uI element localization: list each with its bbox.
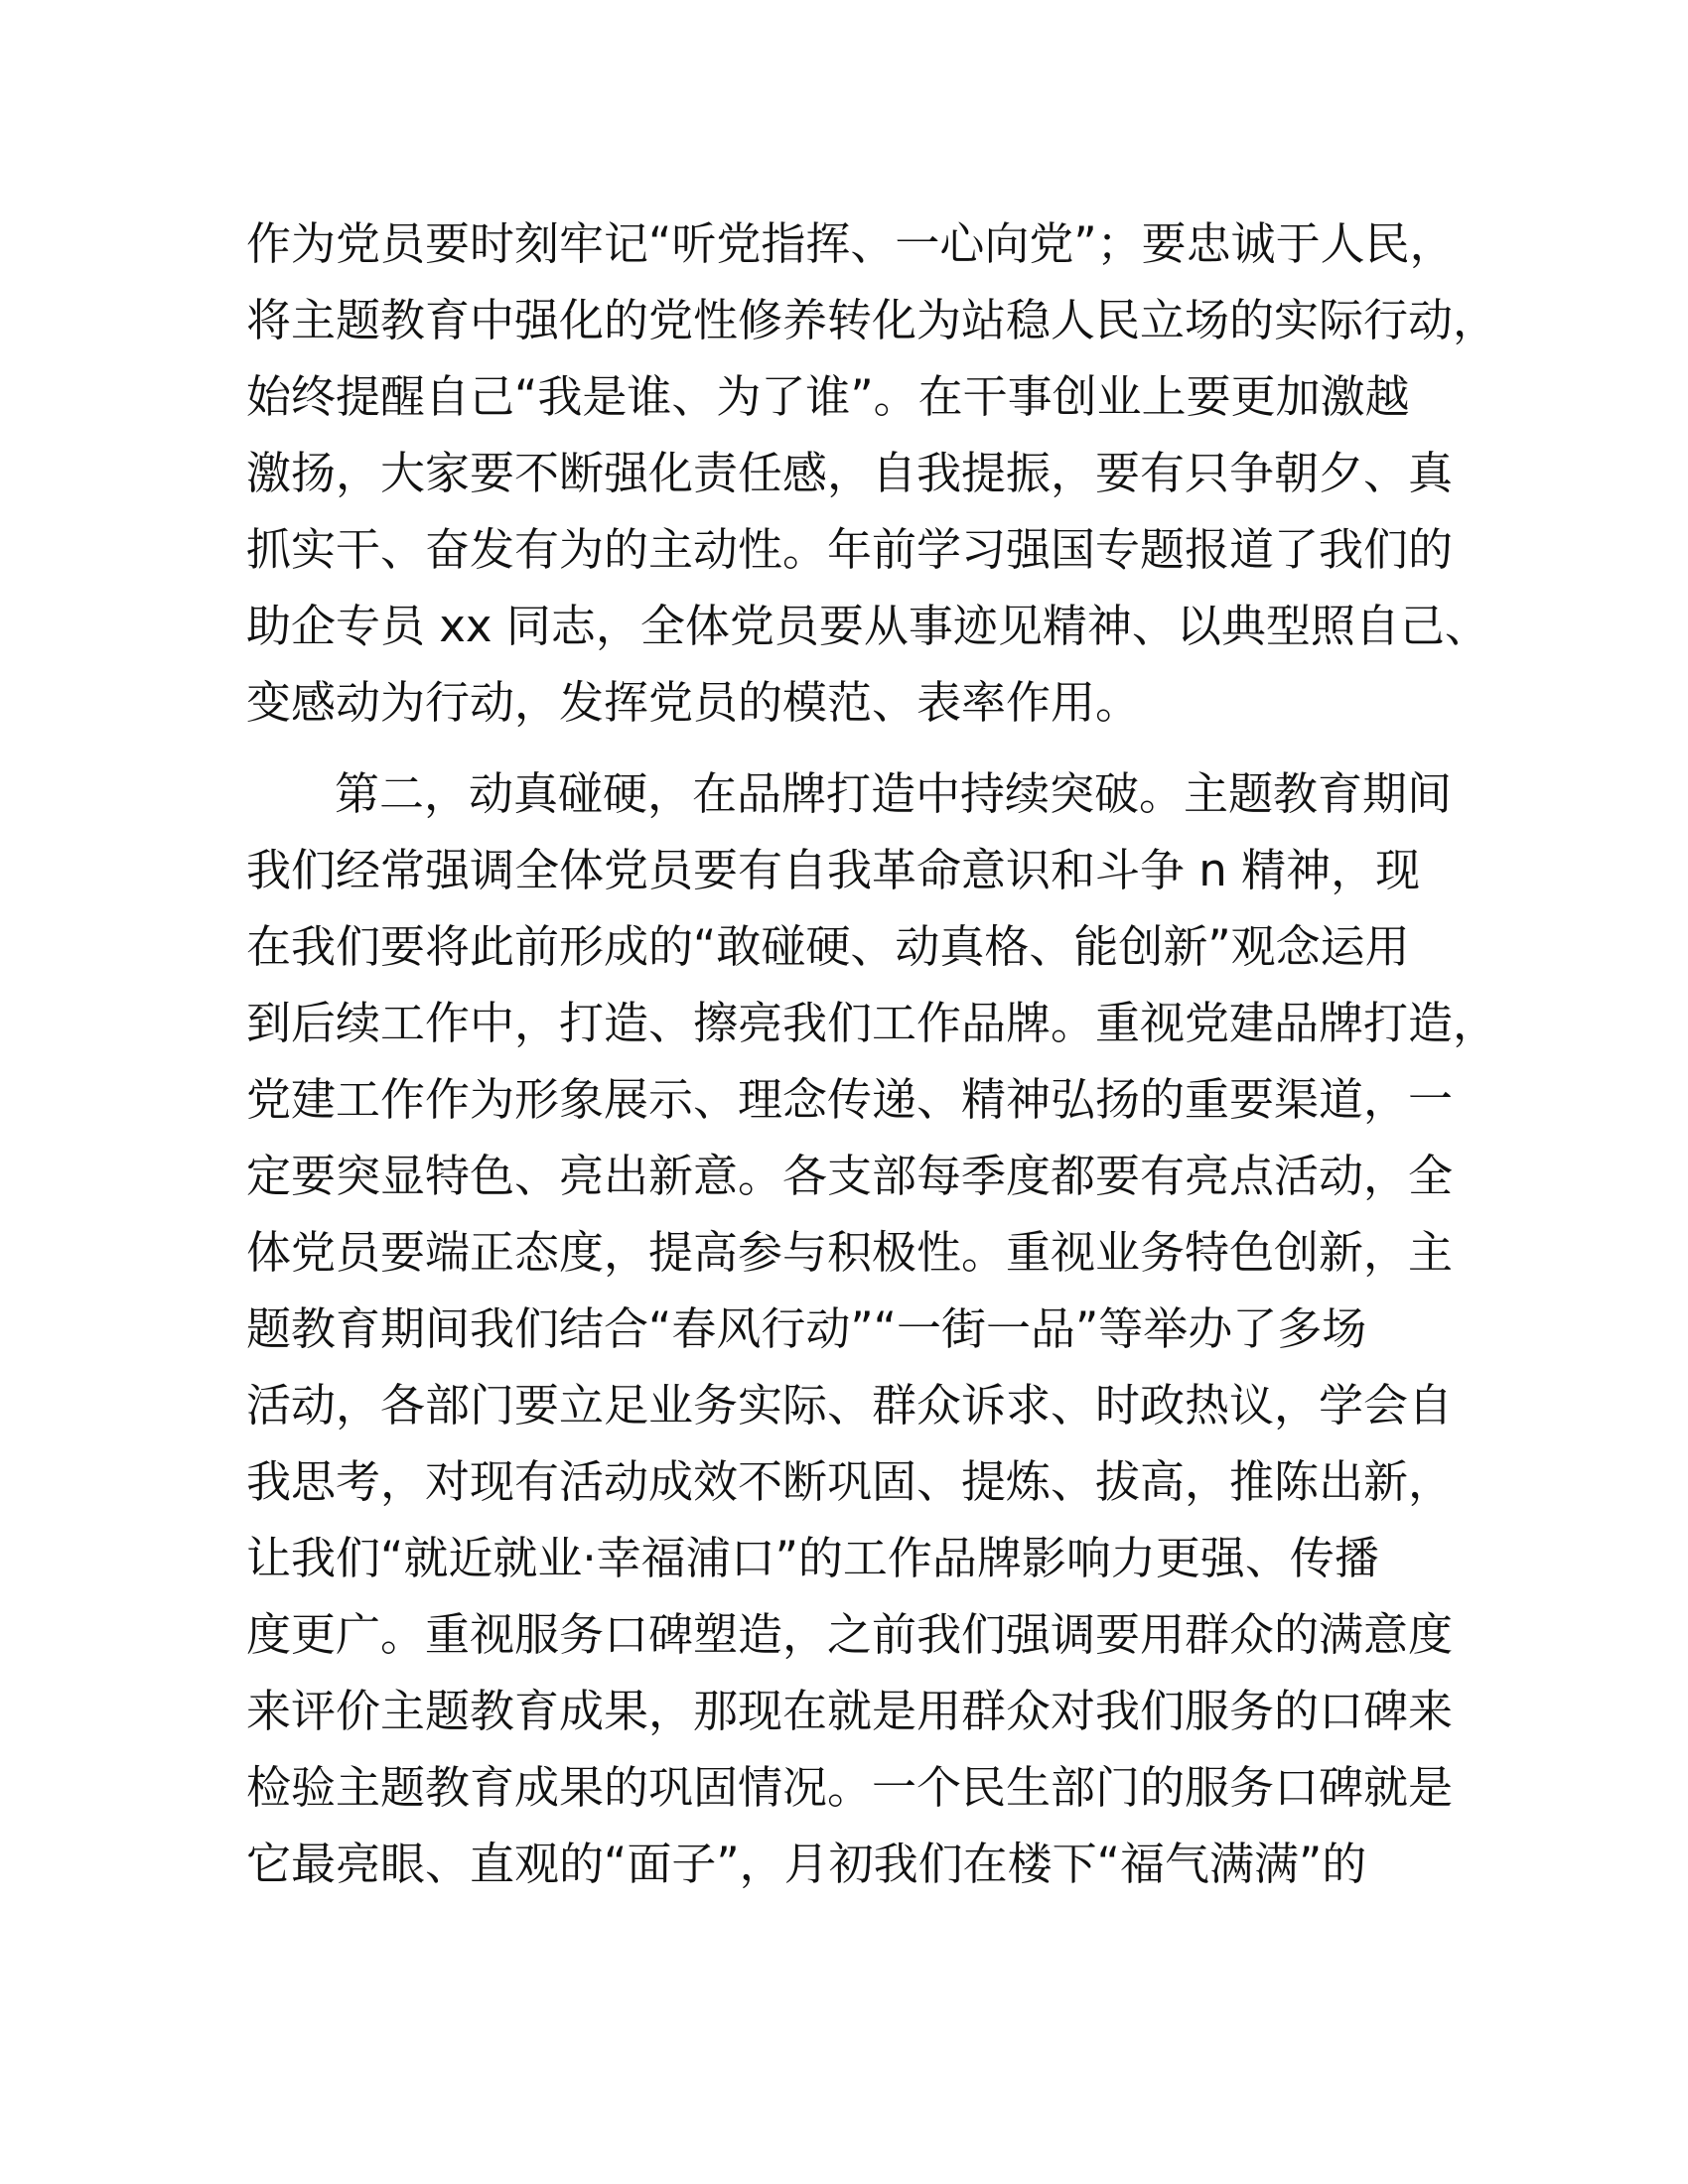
text-line-21: 检验主题教育成果的巩固情况。一个民生部门的服务口碑就是 bbox=[246, 1761, 1454, 1814]
text-line-14: 体党员要端正态度，提高参与积极性。重视业务特色创新，主 bbox=[246, 1226, 1454, 1279]
text-line-4: 激扬，大家要不断强化责任感，自我提振，要有只争朝夕、真 bbox=[246, 447, 1454, 499]
text-line-7: 变感动为行动，发挥党员的模范、表率作用。 bbox=[246, 676, 1141, 729]
text-line-10: 在我们要将此前形成的“敢碰硬、动真格、能创新”观念运用 bbox=[246, 920, 1410, 973]
text-line-1: 作为党员要时刻牢记“听党指挥、一心向党”；要忠诚于人民， bbox=[246, 217, 1455, 270]
text-line-18: 让我们“就近就业·幸福浦口”的工作品牌影响力更强、传播 bbox=[246, 1532, 1379, 1584]
text-line-15: 题教育期间我们结合“春风行动”“一街一品”等举办了多场 bbox=[246, 1302, 1367, 1355]
text-line-2: 将主题教育中强化的党性修养转化为站稳人民立场的实际行动， bbox=[246, 294, 1498, 346]
text-line-9: 我们经常强调全体党员要有自我革命意识和斗争 n 精神，现 bbox=[246, 844, 1421, 896]
text-line-16: 活动，各部门要立足业务实际、群众诉求、时政热议，学会自 bbox=[246, 1379, 1454, 1432]
text-line-5: 抓实干、奋发有为的主动性。年前学习强国专题报道了我们的 bbox=[246, 523, 1454, 576]
text-line-20: 来评价主题教育成果，那现在就是用群众对我们服务的口碑来 bbox=[246, 1685, 1454, 1737]
text-line-11: 到后续工作中，打造、擦亮我们工作品牌。重视党建品牌打造， bbox=[246, 997, 1498, 1049]
text-line-22: 它最亮眼、直观的“面子”，月初我们在楼下“福气满满”的 bbox=[246, 1838, 1367, 1890]
text-line-13: 定要突显特色、亮出新意。各支部每季度都要有亮点活动，全 bbox=[246, 1150, 1454, 1202]
text-line-12: 党建工作作为形象展示、理念传递、精神弘扬的重要渠道，一 bbox=[246, 1073, 1454, 1126]
paragraph-2-first-line: 第二，动真碰硬，在品牌打造中持续突破。主题教育期间 bbox=[335, 767, 1453, 820]
text-line-19: 度更广。重视服务口碑塑造，之前我们强调要用群众的满意度 bbox=[246, 1608, 1454, 1661]
text-line-17: 我思考，对现有活动成效不断巩固、提炼、拔高，推陈出新， bbox=[246, 1455, 1454, 1508]
text-line-6: 助企专员 xx 同志，全体党员要从事迹见精神、以典型照自己、 bbox=[246, 600, 1489, 652]
text-line-3: 始终提醒自己“我是谁、为了谁”。在干事创业上要更加激越 bbox=[246, 370, 1410, 423]
